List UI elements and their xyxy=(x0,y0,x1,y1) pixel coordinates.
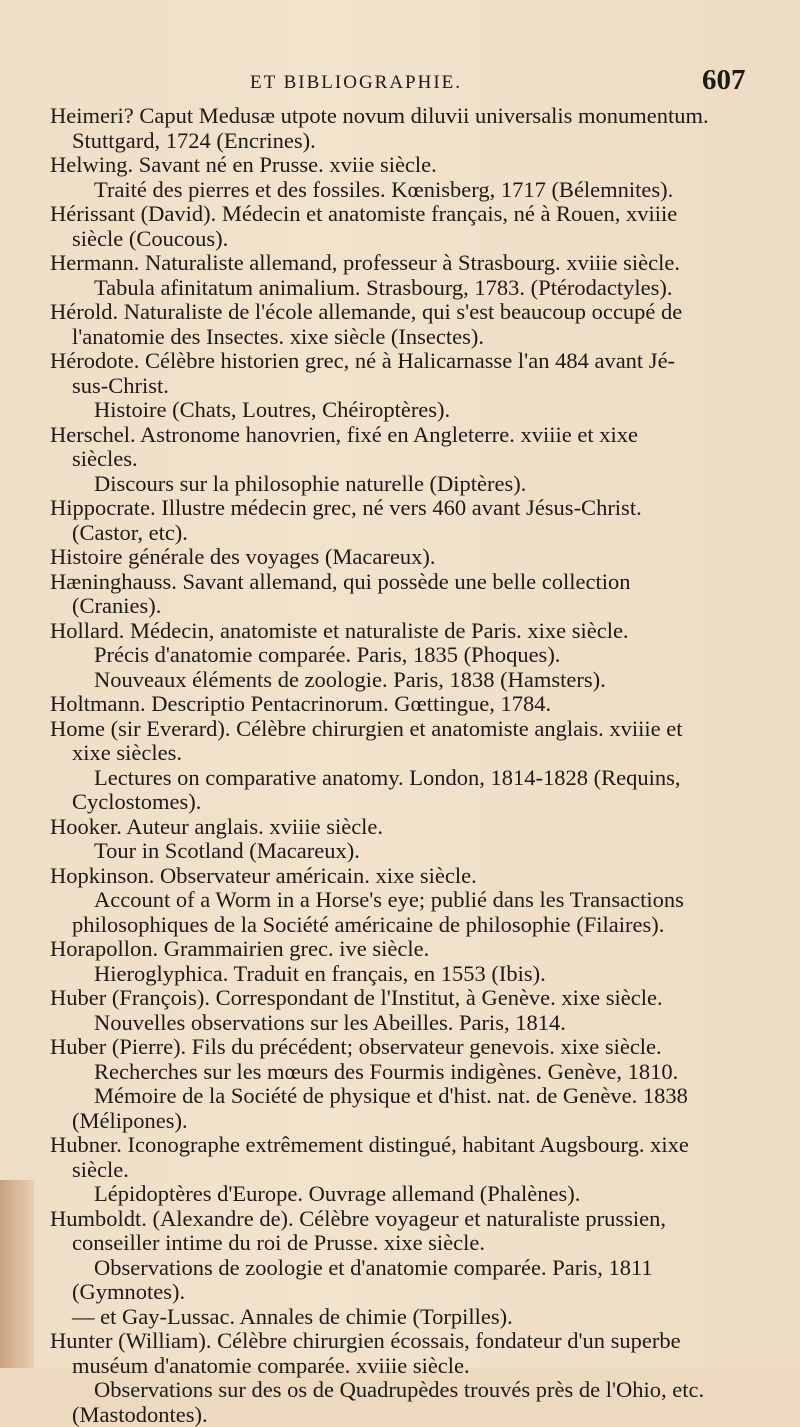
entry-heading-line: Hermann. Naturaliste allemand, professeur à Strasbourg. xviiie siècle. xyxy=(50,251,770,276)
entry-heading-line: Hérodote. Célèbre historien grec, né à Halicarnasse l'an 484 avant Jé- xyxy=(50,349,770,374)
entry-text-line: Account of a Worm in a Horse's eye; publié dans les Transactions xyxy=(50,888,770,913)
entry-text-line: Nouvelles observations sur les Abeilles. Paris, 1814. xyxy=(50,1011,770,1036)
entry-heading-line: Hunter (William). Célèbre chirurgien écossais, fondateur d'un superbe xyxy=(50,1329,770,1354)
entry-text-line: Traité des pierres et des fossiles. Kœnisberg, 1717 (Bélemnites). xyxy=(50,178,770,203)
entry-text-line: Lépidoptères d'Europe. Ouvrage allemand (Phalènes). xyxy=(50,1182,770,1207)
entry-text-line: Observations sur des os de Quadrupèdes trouvés près de l'Ohio, etc. xyxy=(50,1378,770,1403)
entry-text-line: Nouveaux éléments de zoologie. Paris, 1838 (Hamsters). xyxy=(50,668,770,693)
entry-text-line: philosophiques de la Société américaine de philosophie (Filaires). xyxy=(50,913,770,938)
entry-text-line: — et Gay-Lussac. Annales de chimie (Torpilles). xyxy=(50,1305,770,1330)
entry-heading-line: Home (sir Everard). Célèbre chirurgien et anatomiste anglais. xviiie et xyxy=(50,717,770,742)
entry-text-line: Précis d'anatomie comparée. Paris, 1835 (Phoques). xyxy=(50,643,770,668)
entry-heading-line: Hérold. Naturaliste de l'école allemande, qui s'est beaucoup occupé de xyxy=(50,300,770,325)
entry-heading-line: Helwing. Savant né en Prusse. xviie siècle. xyxy=(50,153,770,178)
entry-text-line: siècles. xyxy=(50,447,770,472)
entry-heading-line: Humboldt. (Alexandre de). Célèbre voyageur et naturaliste prussien, xyxy=(50,1207,770,1232)
entry-text-line: Observations de zoologie et d'anatomie comparée. Paris, 1811 xyxy=(50,1256,770,1281)
entry-text-line: Cyclostomes). xyxy=(50,790,770,815)
entry-heading-line: Huber (François). Correspondant de l'Institut, à Genève. xixe siècle. xyxy=(50,986,770,1011)
entry-text-line: (Gymnotes). xyxy=(50,1280,770,1305)
entry-text-line: Stuttgard, 1724 (Encrines). xyxy=(50,129,770,154)
entry-text-line: (Cranies). xyxy=(50,594,770,619)
entry-heading-line: Hopkinson. Observateur américain. xixe siècle. xyxy=(50,864,770,889)
entry-text-line: (Mastodontes). xyxy=(50,1403,770,1427)
entry-text-line: Mémoire de la Société de physique et d'hist. nat. de Genève. 1838 xyxy=(50,1084,770,1109)
entry-heading-line: Horapollon. Grammairien grec. ive siècle. xyxy=(50,937,770,962)
page-number: 607 xyxy=(702,64,746,97)
entry-text-line: Histoire (Chats, Loutres, Chéiroptères). xyxy=(50,398,770,423)
entry-text-line: conseiller intime du roi de Prusse. xixe siècle. xyxy=(50,1231,770,1256)
entry-text-line: Tabula afinitatum animalium. Strasbourg, 1783. (Ptérodactyles). xyxy=(50,276,770,301)
entry-heading-line: Hæninghauss. Savant allemand, qui possède une belle collection xyxy=(50,570,770,595)
entry-text-line: Recherches sur les mœurs des Fourmis indigènes. Genève, 1810. xyxy=(50,1060,770,1085)
entry-text-line: (Castor, etc). xyxy=(50,521,770,546)
entry-text-line: Tour in Scotland (Macareux). xyxy=(50,839,770,864)
entry-heading-line: Herschel. Astronome hanovrien, fixé en Angleterre. xviiie et xixe xyxy=(50,423,770,448)
entry-heading-line: Hippocrate. Illustre médecin grec, né vers 460 avant Jésus-Christ. xyxy=(50,496,770,521)
entry-text-line: (Mélipones). xyxy=(50,1109,770,1134)
running-title: ET BIBLIOGRAPHIE. xyxy=(250,72,462,94)
entry-heading-line: Hubner. Iconographe extrêmement distingué, habitant Augsbourg. xixe xyxy=(50,1133,770,1158)
entry-heading-line: Hollard. Médecin, anatomiste et naturaliste de Paris. xixe siècle. xyxy=(50,619,770,644)
entry-heading-line: Huber (Pierre). Fils du précédent; observateur genevois. xixe siècle. xyxy=(50,1035,770,1060)
entry-heading-line: Holtmann. Descriptio Pentacrinorum. Gœttingue, 1784. xyxy=(50,692,770,717)
entry-text-line: siècle (Coucous). xyxy=(50,227,770,252)
entry-text-line: Discours sur la philosophie naturelle (Diptères). xyxy=(50,472,770,497)
entry-heading-line: Hooker. Auteur anglais. xviiie siècle. xyxy=(50,815,770,840)
entry-text-line: l'anatomie des Insectes. xixe siècle (Insectes). xyxy=(50,325,770,350)
entry-text-line: sus-Christ. xyxy=(50,374,770,399)
page-header xyxy=(0,56,800,96)
entry-text-line: xixe siècles. xyxy=(50,741,770,766)
bibliography-text xyxy=(50,104,770,1427)
entry-text-line: siècle. xyxy=(50,1158,770,1183)
entry-text-line: Hieroglyphica. Traduit en français, en 1553 (Ibis). xyxy=(50,962,770,987)
entry-heading-line: Hérissant (David). Médecin et anatomiste français, né à Rouen, xviiie xyxy=(50,202,770,227)
entry-heading-line: Heimeri? Caput Medusæ utpote novum diluvii universalis monumentum. xyxy=(50,104,770,129)
entry-text-line: Lectures on comparative anatomy. London, 1814-1828 (Requins, xyxy=(50,766,770,791)
entry-text-line: muséum d'anatomie comparée. xviiie siècle. xyxy=(50,1354,770,1379)
entry-heading-line: Histoire générale des voyages (Macareux). xyxy=(50,545,770,570)
page-edge-shadow xyxy=(0,1180,34,1368)
